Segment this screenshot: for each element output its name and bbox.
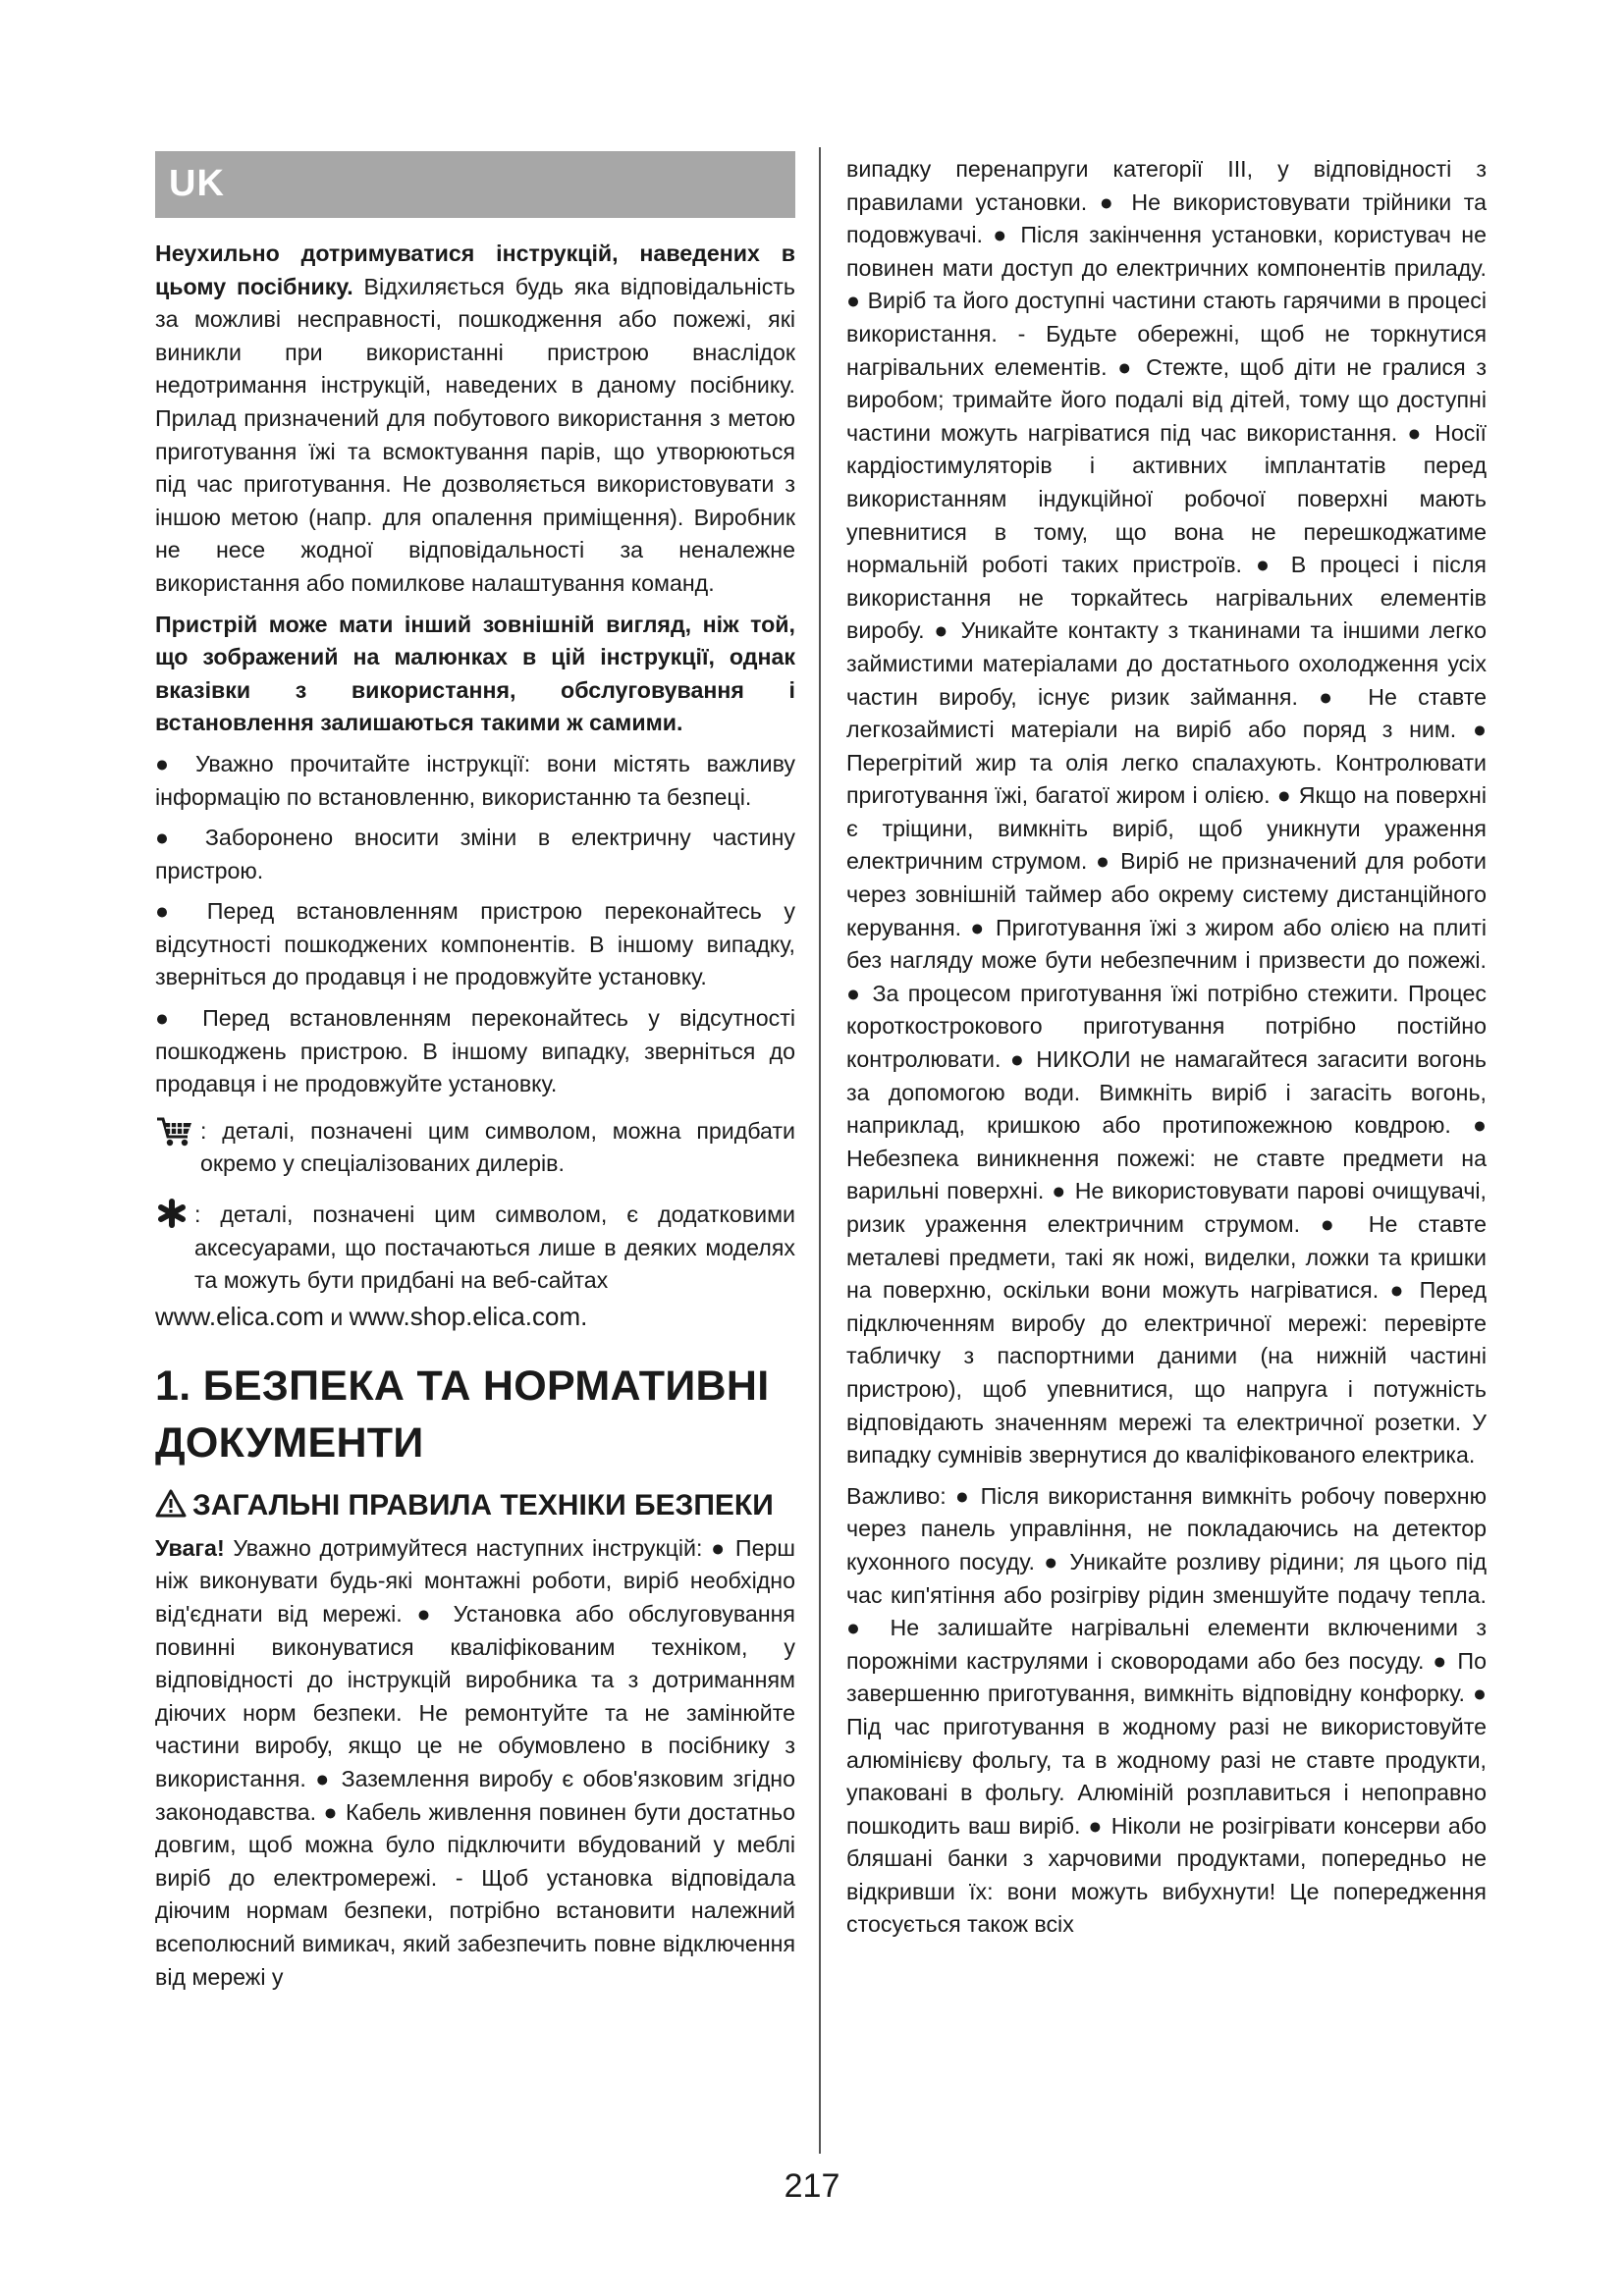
language-badge-bar — [155, 151, 795, 218]
bullet-item: ● Перед встановленням переконайтесь у відсутності пошкоджень пристрою. В іншому випадку, зверніться до продавця і не продовжуйте установку. — [155, 1005, 795, 1097]
intro-bold: Неухильно дотримуватися інструкцій, наведених в цьому посібнику. — [155, 240, 795, 299]
cart-note-block — [155, 1115, 795, 1181]
website-links — [155, 1300, 795, 1334]
website-link-shop[interactable]: www.shop.elica.com. — [349, 1301, 588, 1331]
bullet-item: ● Уважно прочитайте інструкції: вони містять важливу інформацію по встановленню, використанню та безпеці. — [155, 750, 795, 810]
attention-text: Уважно дотримуйтеся наступних інструкцій: ● Перш ніж виконувати будь-які монтажні роботи, виріб необхідно від'єднати від мережі. ● Установка або обслуговування повинні виконуватися кваліфікованим техніком, у відповідності до інструкцій виробника та з дотриманням діючих норм безпеки. Не ремонтуйте та не замінюйте частини виробу, якщо це не обумовлено в посібнику з використання. ● Заземлення виробу є обов'язковим згідно законодавства. ● Кабель живлення повинен бути достатньо довгим, щоб можна було підключити вбудований у меблі виріб до електромережі. - Щоб установка відповідала діючим нормам безпеки, потрібно встановити належний всеполюсний вимикач, який забезпечить повне відключення від мережі у — [155, 1534, 795, 1990]
asterisk-icon — [155, 1199, 189, 1238]
column-divider — [819, 147, 821, 2154]
star-note: : деталі, позначені цим символом, є додатковими аксесуарами, що постачаються лише в деяких моделях та можуть бути придбані на веб-сайтах — [194, 1201, 795, 1294]
bullet-item: ● Перед встановленням пристрою переконайтесь у відсутності пошкоджених компонентів. В іншому випадку, зверніться до продавця і не продовжуйте установку. — [155, 898, 795, 990]
cart-note: : деталі, позначені цим символом, можна придбати окремо у спеціалізованих дилерів. — [200, 1117, 795, 1177]
section-heading: 1. БЕЗПЕКА ТА НОРМАТИВНІ ДОКУМЕНТИ — [155, 1362, 770, 1467]
right-column — [846, 153, 1487, 1949]
left-column — [155, 151, 795, 2002]
safety-paragraph: випадку перенапруги категорії III, у відповідності з правилами установки. ● Не використовувати трійники та подовжувачі. ● Після закінчення установки, користувач не повинен мати доступ до електричних компонентів приладу. ● Виріб та його доступні частини стають гарячими в процесі використання. - Будьте обережні, щоб не торкнутися нагрівальних елементів. ● Стежте, щоб діти не гралися з виробом; тримайте його подалі від дітей, тому що доступні частини можуть нагріватися під час використання. ● Носії кардіостимуляторів і активних імплантатів перед використанням індукційної робочої поверхні мають упевнитися в тому, що вона не перешкоджатиме нормальній роботі таких пристроїв. ● В процесі і після використання не торкайтесь нагрівальних елементів виробу. ● Уникайте контакту з тканинами та іншими легко займистими матеріалами до достатнього охолодження усіх частин виробу, існує ризик займання. ● Не ставте легкозаймисті матеріали на виріб або поряд з ним. ● Перегрітий жир та олія легко спалахують. Контролювати приготування їжі, багатої жиром і олією. ● Якщо на поверхні є тріщини, вимкніть виріб, щоб уникнути ураження електричним струмом. ● Виріб не призначений для роботи через зовнішній таймер або окрему систему дистанційного керування. ● Приготування їжі з жиром або олією на плиті без нагляду може бути небезпечним і призвести до пожежі. ● За процесом приготування їжі потрібно стежити. Процес короткострокового приготування потрібно постійно контролювати. ● НИКОЛИ не намагайтеся загасити вогонь за допомогою води. Вимкніть виріб і загасіть вогонь, наприклад, кришкою або протипожежною ковдрою. ● Небезпека виникнення пожежі: не ставте предмети на варильні поверхні. ● Не використовувати парові очищувачі, ризик ураження електричним струмом. ● Не ставте металеві предмети, такі як ножі, виделки, ложки та кришки на поверхню, оскільки вони можуть нагріватися. ● Перед підключенням виробу до електричної мережі: перевірте табличку з паспортними даними (на нижній частині пристрою), щоб упевнитися, що напруга і потужність відповідають значенням мережі та електричної розетки. У випадку сумнівів звернутися до кваліфікованого електрика. — [846, 156, 1487, 1468]
page-number: 217 — [784, 2167, 840, 2205]
links-conjunction: и — [323, 1304, 350, 1330]
intro-text: Відхиляється будь яка відповідальність за можливі несправності, пошкодження або пожежі, які виникли при використанні пристрою внаслідок недотримання інструкцій, наведених в даному посібнику. Прилад призначений для побутового використання з метою приготування їжі та всмоктування парів, що утворюються під час приготування. Не дозволяється використовувати з іншою метою (напр. для опалення приміщення). Виробник не несе жодної відповідальності за неналежне використання або помилкове налаштування команд. — [155, 273, 795, 596]
language-badge: UK — [169, 163, 225, 205]
subsection-heading-text: ЗАГАЛЬНІ ПРАВИЛА ТЕХНІКИ БЕЗПЕКИ — [192, 1488, 774, 1522]
intro-paragraph — [155, 238, 795, 601]
appearance-note: Пристрій може мати інший зовнішній вигляд, ніж той, що зображений на малюнках в цій інструкції, однак вказівки з використання, обслуговування і встановлення залишаються такими ж самими. — [155, 611, 795, 736]
shopping-cart-icon — [155, 1115, 194, 1158]
attention-label: Увага! — [155, 1534, 225, 1561]
subsection-heading — [155, 1485, 795, 1528]
warning-triangle-icon — [155, 1488, 187, 1528]
important-paragraph: Важливо: ● Після використання вимкніть робочу поверхню через панель управління, не покладаючись на детектор кухонного посуду. ● Уникайте розливу рідини; ля цього під час кип'ятіння або розігріву рідин зменшуйте подачу тепла. ● Не залишайте нагрівальні елементи включеними з порожніми каструлями і сковородами або без посуду. ● По завершенню приготування, вимкніть відповідну конфорку. ● Під час приготування в жодному разі не використовуйте алюмінієву фольгу, та в жодному разі не ставте продукти, упаковані в фольгу. Алюміній розплавиться і непоправно пошкодить ваш виріб. ● Ніколи не розігрівати консерви або бляшані банки з харчовими продуктами, попередньо не відкривши їх: вони можуть вибухнути! Це попередження стосується також всіх — [846, 1482, 1487, 1938]
star-note-block — [155, 1199, 795, 1298]
website-link-elica[interactable]: www.elica.com — [155, 1301, 324, 1331]
attention-paragraph — [155, 1532, 795, 1994]
bullet-item: ● Заборонено вносити зміни в електричну частину пристрою. — [155, 825, 795, 883]
